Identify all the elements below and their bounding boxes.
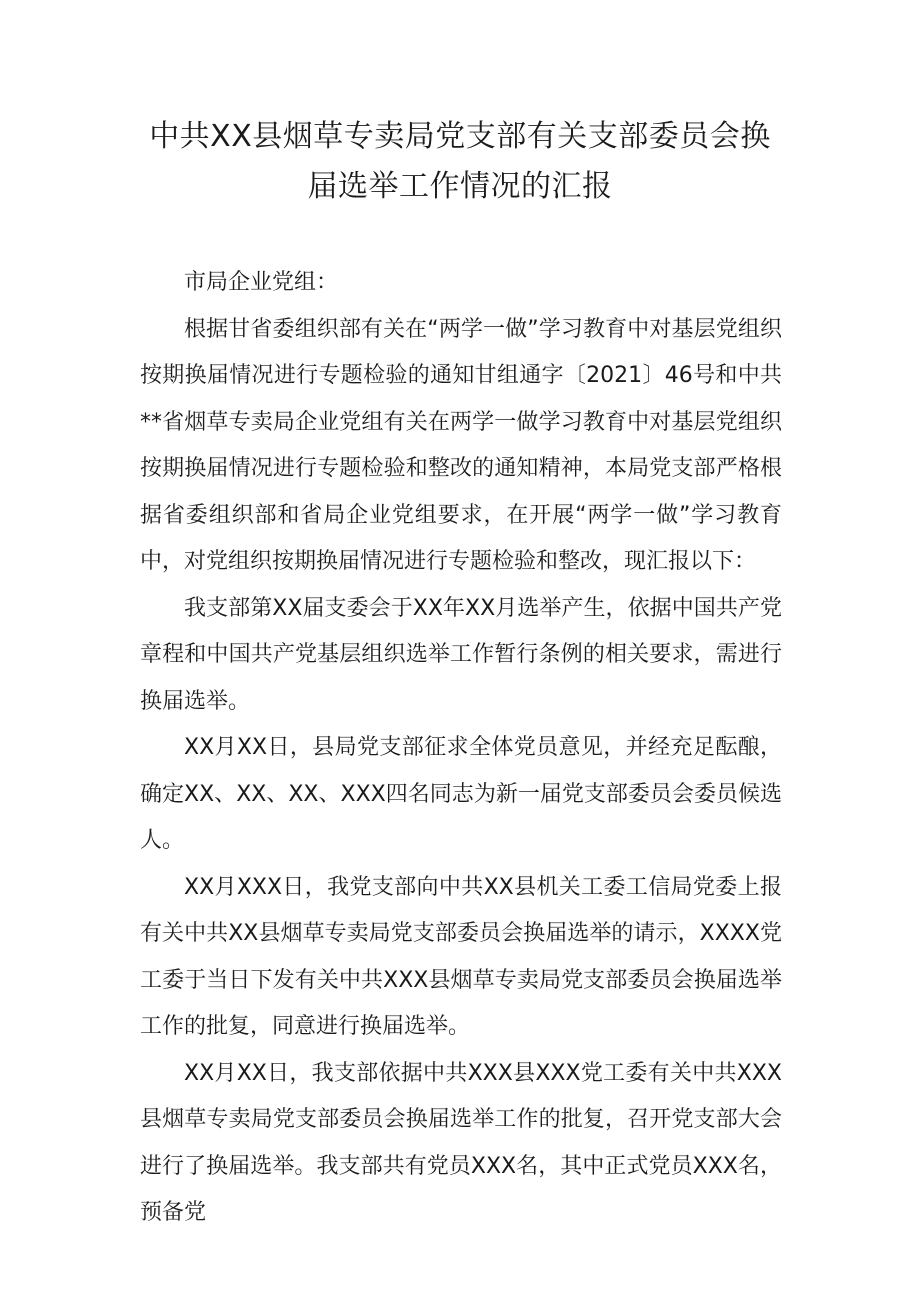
document-title: 中共XX县烟草专卖局党支部有关支部委员会换届选举工作情况的汇报 [149, 119, 771, 204]
paragraph-2: 我支部第XX届支委会于XX年XX月选举产生，依据中国共产党章程和中国共产党基层组织选举工作暂行条例的相关要求，需进行换届选举。 [140, 595, 782, 714]
paragraph-1: 根据甘省委组织部有关在“两学一做”学习教育中对基层党组织按期换届情况进行专题检验的通知甘组通字〔2021〕46号和中共**省烟草专卖局企业党组有关在两学一做学习教育中对基层党组织按期换届情况进行专题检验和整改的通知精神，本局党支部严格根据省委组织部和省局企业党组要求，在开展“两学一做”学习教育中，对党组织按期换届情况进行专题检验和整改，现汇报以下： [140, 316, 782, 574]
paragraph-3: XX月XX日，县局党支部征求全体党员意见，并经充足酝酿，确定XX、XX、XX、XXX四名同志为新一届党支部委员会委员候选人。 [140, 735, 782, 853]
salutation: 市局企业党组： [184, 270, 339, 295]
paragraph-4: XX月XXX日，我党支部向中共XX县机关工委工信局党委上报有关中共XX县烟草专卖局党支部委员会换届选举的请示，XXXX党工委于当日下发有关中共XXX县烟草专卖局党支部委员会换届选举工作的批复，同意进行换届选举。 [140, 874, 782, 1039]
document-body [140, 260, 782, 1237]
paragraph-5: XX月XX日，我支部依据中共XXX县XXX党工委有关中共XXX县烟草专卖局党支部委员会换届选举工作的批复，召开党支部大会进行了换届选举。我支部共有党员XXX名，其中正式党员XXX名，预备党 [140, 1060, 782, 1225]
